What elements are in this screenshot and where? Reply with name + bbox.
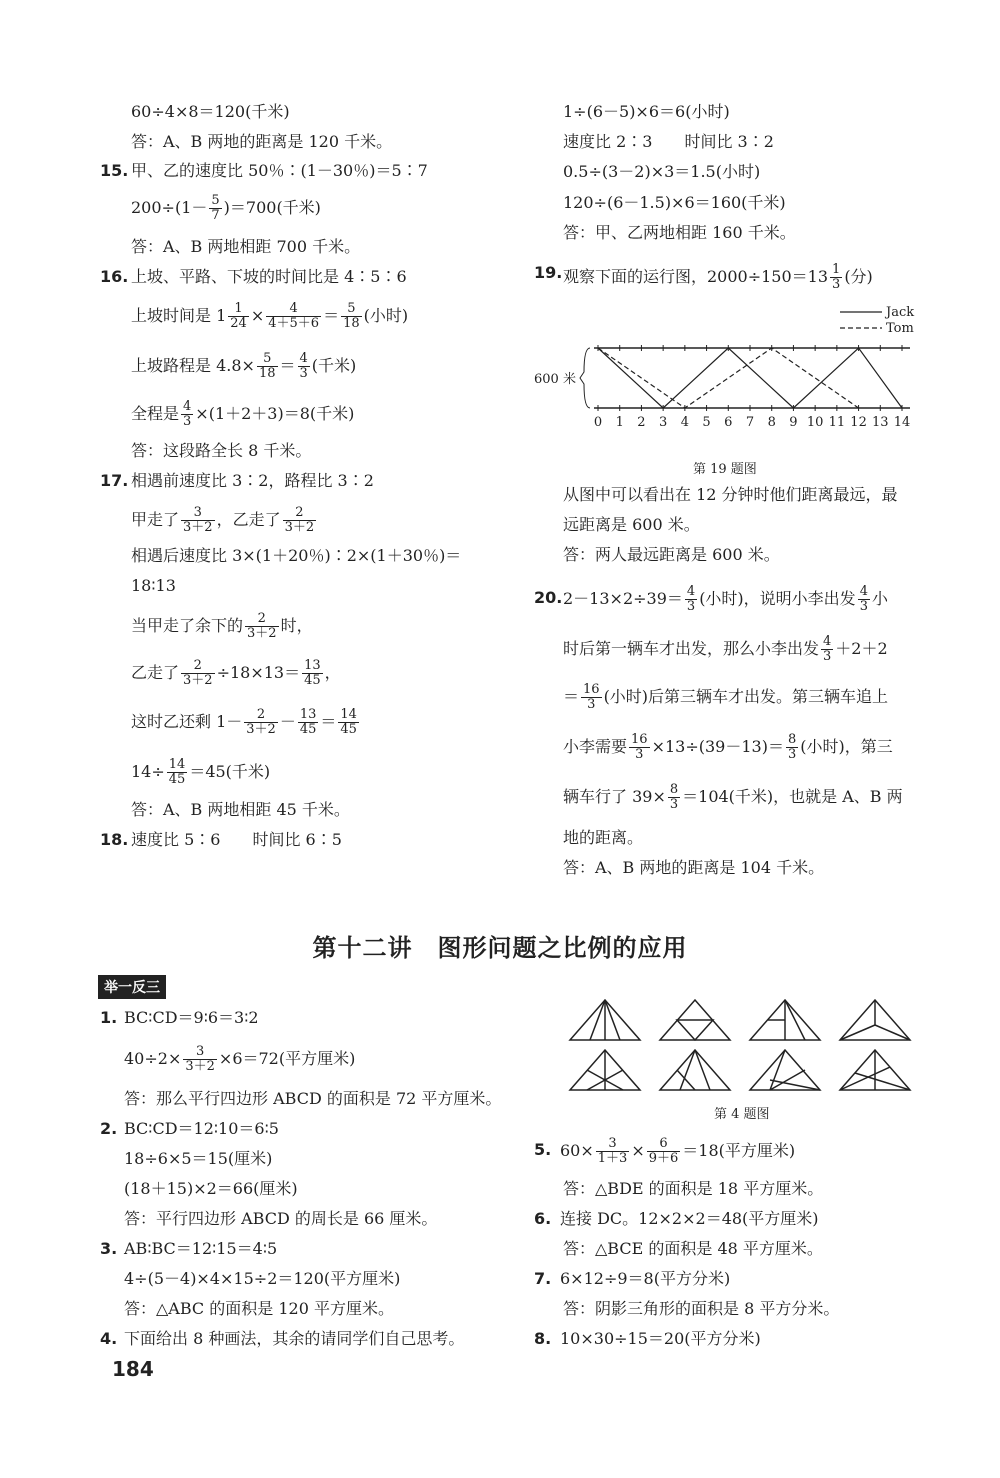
- formula-text: ×: [631, 1141, 645, 1160]
- formula-text: 观察下面的运行图，2000÷150＝13: [563, 267, 829, 286]
- formula-text: ＝45(千米): [189, 762, 271, 781]
- chart-tick-label: 8: [767, 415, 776, 430]
- fraction: [338, 708, 359, 737]
- fraction: [266, 302, 321, 331]
- denominator: 3: [832, 277, 841, 292]
- numerator: 5: [257, 352, 278, 367]
- chart-tick-label: 4: [680, 415, 689, 430]
- formula-text: 40÷2×: [124, 1049, 182, 1068]
- fraction: [181, 506, 215, 535]
- formula-text: ＝: [323, 306, 340, 325]
- text-line: 4÷(5－4)×4×15÷2＝120(平方厘米): [124, 1269, 401, 1288]
- formula-line: [560, 1137, 795, 1166]
- triangle-figure-2: [660, 1000, 730, 1040]
- fraction: [298, 352, 310, 381]
- text-line: 相遇前速度比 3∶2，路程比 3∶2: [131, 471, 374, 490]
- denominator: 3: [823, 649, 832, 664]
- triangle-figure-5: [570, 1050, 640, 1090]
- fraction: [786, 733, 798, 762]
- denominator: 45: [340, 722, 357, 737]
- fraction: [581, 683, 602, 712]
- formula-text: ×13÷(39－13)＝: [651, 737, 784, 756]
- chart-tick-label: 0: [593, 415, 603, 430]
- text-line: BC∶CD＝9∶6＝3∶2: [124, 1008, 259, 1027]
- question-number: 16.: [100, 267, 129, 286]
- formula-text: ＝18(平方厘米): [682, 1141, 796, 1160]
- denominator: 18: [343, 316, 360, 331]
- formula-text: ＝: [320, 712, 337, 731]
- question-number: 5.: [534, 1140, 552, 1159]
- text-line: 甲、乙的速度比 50％∶(1－30％)＝5∶7: [131, 161, 428, 180]
- run-chart: [530, 300, 930, 440]
- legend-tom-label: Tom: [886, 321, 914, 336]
- formula-text: ，乙走了: [216, 510, 281, 529]
- text-line: 相遇后速度比 3×(1＋20％)∶2×(1＋30％)＝: [131, 546, 462, 565]
- text-line: 1÷(6－5)×6＝6(小时): [563, 102, 730, 121]
- numerator: 2: [283, 506, 317, 521]
- text-line: 60÷4×8＝120(千米): [131, 102, 290, 121]
- text-line: 18÷6×5＝15(厘米): [124, 1149, 273, 1168]
- formula-text: 60×: [560, 1141, 594, 1160]
- fraction: [341, 302, 362, 331]
- formula-text: ＝104(千米)，也就是 A、B 两: [682, 787, 903, 806]
- numerator: 2: [244, 708, 278, 723]
- denominator: 3＋2: [246, 722, 276, 737]
- formula-text: )＝700(千米): [223, 198, 321, 217]
- numerator: 1: [228, 302, 249, 317]
- fraction: [858, 585, 870, 614]
- figure-caption: 第 4 题图: [714, 1107, 770, 1122]
- chart-tick-label: 7: [745, 415, 755, 430]
- fraction: [821, 635, 833, 664]
- numerator: 4: [859, 584, 868, 599]
- formula-line: [131, 400, 354, 429]
- formula-text: 乙走了: [131, 663, 180, 682]
- answer-line: 答：A、B 两地的距离是 120 千米。: [131, 132, 393, 151]
- text-line: 上坡、平路、下坡的时间比是 4∶5∶6: [131, 267, 407, 286]
- formula-text: 甲走了: [131, 510, 180, 529]
- formula-line: [131, 708, 361, 737]
- question-number: 4.: [100, 1329, 118, 1348]
- question-number: 18.: [100, 830, 129, 849]
- question-number: 3.: [100, 1239, 118, 1258]
- formula-text: ＝: [279, 356, 296, 375]
- formula-text: ＝: [563, 687, 580, 706]
- formula-text: －: [279, 712, 296, 731]
- question-number: 7.: [534, 1269, 552, 1288]
- chart-tick-label: 14: [893, 415, 911, 430]
- answer-line: 答：这段路全长 8 千米。: [131, 441, 312, 460]
- fraction: [283, 506, 317, 535]
- fraction: [685, 585, 697, 614]
- chart-tick-label: 5: [702, 415, 711, 430]
- section-badge: 举一反三: [98, 975, 166, 999]
- triangle-figure-7: [750, 1050, 820, 1090]
- fraction: [302, 659, 323, 688]
- formula-text: 小李需要: [563, 737, 628, 756]
- formula-line: [563, 683, 888, 712]
- fraction: [244, 708, 278, 737]
- formula-text: 当甲走了余下的: [131, 616, 244, 635]
- numerator: 4: [299, 351, 308, 366]
- triangle-figures: [565, 995, 925, 1105]
- denominator: 45: [299, 722, 317, 737]
- numerator: 6: [647, 1137, 681, 1152]
- chart-ylabel: 600 米: [534, 372, 576, 387]
- triangle-figure-1: [570, 1000, 640, 1040]
- formula-line: [563, 783, 903, 812]
- text-line: 速度比 2∶3 时间比 3∶2: [563, 132, 774, 151]
- triangle-figure-8: [840, 1050, 910, 1090]
- text-line: 6×12÷9＝8(平方分米): [560, 1269, 731, 1288]
- formula-text: 2－13×2÷39＝: [563, 589, 683, 608]
- answer-line: 答：A、B 两地相距 45 千米。: [131, 800, 350, 819]
- text-line: 远距离是 600 米。: [563, 515, 700, 534]
- formula-line: [563, 733, 893, 762]
- answer-line: 答：△ABC 的面积是 120 平方厘米。: [124, 1299, 394, 1318]
- numerator: 8: [669, 782, 679, 797]
- fraction: [228, 302, 249, 331]
- triangle-figure-3: [750, 1000, 820, 1040]
- question-number: 6.: [534, 1209, 552, 1228]
- denominator: 3＋2: [183, 673, 213, 688]
- chart-brace: [580, 348, 590, 408]
- formula-text: ，: [324, 663, 341, 682]
- fraction: [647, 1137, 681, 1166]
- page-number: 184: [112, 1357, 154, 1381]
- denominator: 4＋5＋6: [268, 316, 320, 331]
- numerator: 16: [631, 732, 648, 747]
- question-number: 17.: [100, 471, 129, 490]
- text-line: 18∶13: [131, 576, 176, 595]
- numerator: 13: [304, 658, 321, 673]
- denominator: 3: [787, 747, 797, 762]
- chart-tick-label: 12: [850, 415, 867, 430]
- formula-text: 上坡时间是 1: [131, 306, 227, 325]
- formula-text: (小时)后第三辆车才出发。第三辆车追上: [603, 687, 889, 706]
- formula-line: [131, 194, 321, 223]
- formula-text: 这时乙还剩 1－: [131, 712, 243, 731]
- text-line: 10×30÷15＝20(平方分米): [560, 1329, 761, 1348]
- denominator: 9＋6: [648, 1151, 679, 1166]
- answer-line: 答：阴影三角形的面积是 8 平方分米。: [563, 1299, 840, 1318]
- numerator: 2: [245, 612, 279, 627]
- denominator: 18: [258, 366, 276, 381]
- denominator: 3: [183, 414, 192, 429]
- legend-jack-label: Jack: [886, 305, 915, 320]
- fraction: [830, 263, 842, 292]
- denominator: 3: [635, 747, 644, 762]
- answer-line: 答：那么平行四边形 ABCD 的面积是 72 平方厘米。: [124, 1089, 502, 1108]
- denominator: 45: [304, 673, 321, 688]
- answer-line: 答：平行四边形 ABCD 的周长是 66 厘米。: [124, 1209, 438, 1228]
- formula-line: [563, 263, 873, 292]
- formula-text: 时，: [280, 616, 313, 635]
- chart-tick-label: 9: [789, 415, 798, 430]
- denominator: 3: [669, 797, 679, 812]
- text-line: 从图中可以看出在 12 分钟时他们距离最远，最: [563, 485, 898, 504]
- formula-text: ＋2＋2: [835, 639, 888, 658]
- answer-line: 答：△BDE 的面积是 18 平方厘米。: [563, 1179, 824, 1198]
- chart-series-tom: [598, 348, 859, 408]
- text-line: AB∶BC＝12∶15＝4∶5: [124, 1239, 278, 1258]
- denominator: 3＋2: [183, 520, 213, 535]
- chart-tick-label: 3: [659, 415, 668, 430]
- formula-text: ×6＝72(平方厘米): [218, 1049, 356, 1068]
- formula-text: 时后第一辆车才出发，那么小李出发: [563, 639, 820, 658]
- numerator: 4: [183, 399, 192, 414]
- chart-tick-label: 1: [615, 415, 624, 430]
- denominator: 3＋2: [284, 520, 315, 535]
- denominator: 3＋2: [185, 1059, 215, 1074]
- fraction: [167, 758, 188, 787]
- formula-line: [131, 506, 318, 535]
- formula-text: (千米): [311, 356, 357, 375]
- question-number: 19.: [534, 263, 563, 282]
- formula-text: ×(1＋2＋3)＝8(千米): [195, 404, 355, 423]
- formula-text: 14÷: [131, 762, 165, 781]
- denominator: 3: [686, 599, 696, 614]
- answer-line: 答：两人最远距离是 600 米。: [563, 545, 780, 564]
- fraction: [596, 1137, 630, 1166]
- numerator: 4: [266, 302, 321, 317]
- text-line: 连接 DC。12×2×2＝48(平方厘米): [560, 1209, 819, 1228]
- formula-line: [131, 302, 408, 331]
- text-line: (18＋15)×2＝66(厘米): [124, 1179, 298, 1198]
- formula-text: ×: [250, 306, 265, 325]
- numerator: 2: [181, 659, 215, 674]
- numerator: 3: [596, 1137, 630, 1152]
- denominator: 45: [168, 772, 186, 787]
- fraction: [181, 400, 193, 429]
- text-line: BC∶CD＝12∶10＝6∶5: [124, 1119, 279, 1138]
- formula-text: (分): [844, 267, 873, 286]
- formula-line: [131, 612, 313, 641]
- denominator: 24: [230, 316, 247, 331]
- chart-tick-label: 2: [637, 415, 646, 430]
- formula-text: 上坡路程是 4.8×: [131, 356, 255, 375]
- chart-series-jack: [598, 348, 902, 408]
- denominator: 3: [299, 366, 308, 381]
- formula-text: (小时)，说明小李出发: [699, 589, 856, 608]
- numerator: 14: [168, 757, 186, 772]
- denominator: 1＋3: [597, 1151, 628, 1166]
- answer-line: 答：甲、乙两地相距 160 千米。: [563, 223, 796, 242]
- triangle-figure-4: [840, 1000, 910, 1040]
- denominator: 3: [587, 697, 596, 712]
- text-line: 120÷(6－1.5)×6＝160(千米): [563, 193, 786, 212]
- answer-line: 答：A、B 两地的距离是 104 千米。: [563, 858, 825, 877]
- chart-tick-label: 10: [806, 415, 824, 430]
- formula-text: 全程是: [131, 404, 180, 423]
- formula-line: [563, 585, 888, 614]
- fraction: [183, 1045, 217, 1074]
- fraction: [298, 708, 319, 737]
- formula-text: ÷18×13＝: [216, 663, 301, 682]
- numerator: 8: [787, 732, 797, 747]
- question-number: 8.: [534, 1329, 552, 1348]
- question-number: 1.: [100, 1008, 118, 1027]
- formula-text: (小时): [363, 306, 409, 325]
- text-line: 地的距离。: [563, 828, 644, 847]
- lecture-title: 第十二讲 图形问题之比例的应用: [312, 934, 688, 962]
- chart-caption: 第 19 题图: [693, 462, 757, 477]
- numerator: 16: [583, 682, 600, 697]
- text-line: 速度比 5∶6 时间比 6∶5: [131, 830, 342, 849]
- answer-line: 答：A、B 两地相距 700 千米。: [131, 237, 361, 256]
- fraction: [181, 659, 215, 688]
- numerator: 3: [181, 506, 215, 521]
- numerator: 1: [832, 262, 841, 277]
- numerator: 5: [211, 193, 220, 208]
- chart-tick-label: 11: [828, 415, 846, 430]
- text-line: 下面给出 8 种画法，其余的请同学们自己思考。: [124, 1329, 465, 1348]
- question-number: 2.: [100, 1119, 118, 1138]
- denominator: 3: [859, 599, 868, 614]
- formula-text: 辆车行了 39×: [563, 787, 666, 806]
- fraction: [629, 733, 650, 762]
- denominator: 3＋2: [247, 626, 277, 641]
- formula-text: 200÷(1－: [131, 198, 208, 217]
- formula-text: 小: [871, 589, 888, 608]
- chart-tick-label: 13: [872, 415, 889, 430]
- formula-line: [563, 635, 888, 664]
- numerator: 14: [340, 707, 357, 722]
- fraction: [245, 612, 279, 641]
- fraction: [257, 352, 278, 381]
- formula-line: [124, 1045, 355, 1074]
- text-line: 0.5÷(3－2)×3＝1.5(小时): [563, 162, 761, 181]
- question-number: 20.: [534, 588, 563, 607]
- answer-line: 答：△BCE 的面积是 48 平方厘米。: [563, 1239, 823, 1258]
- triangle-figure-6: [660, 1050, 730, 1090]
- fraction: [668, 783, 680, 812]
- formula-line: [131, 758, 270, 787]
- numerator: 5: [341, 302, 362, 317]
- formula-text: (小时)，第三: [800, 737, 893, 756]
- numerator: 13: [299, 707, 317, 722]
- numerator: 4: [686, 584, 696, 599]
- numerator: 3: [183, 1045, 217, 1060]
- fraction: [209, 194, 221, 223]
- chart-tick-label: 6: [724, 415, 733, 430]
- numerator: 4: [823, 634, 832, 649]
- formula-line: [131, 659, 341, 688]
- denominator: 7: [211, 208, 220, 223]
- question-number: 15.: [100, 161, 129, 180]
- formula-line: [131, 352, 356, 381]
